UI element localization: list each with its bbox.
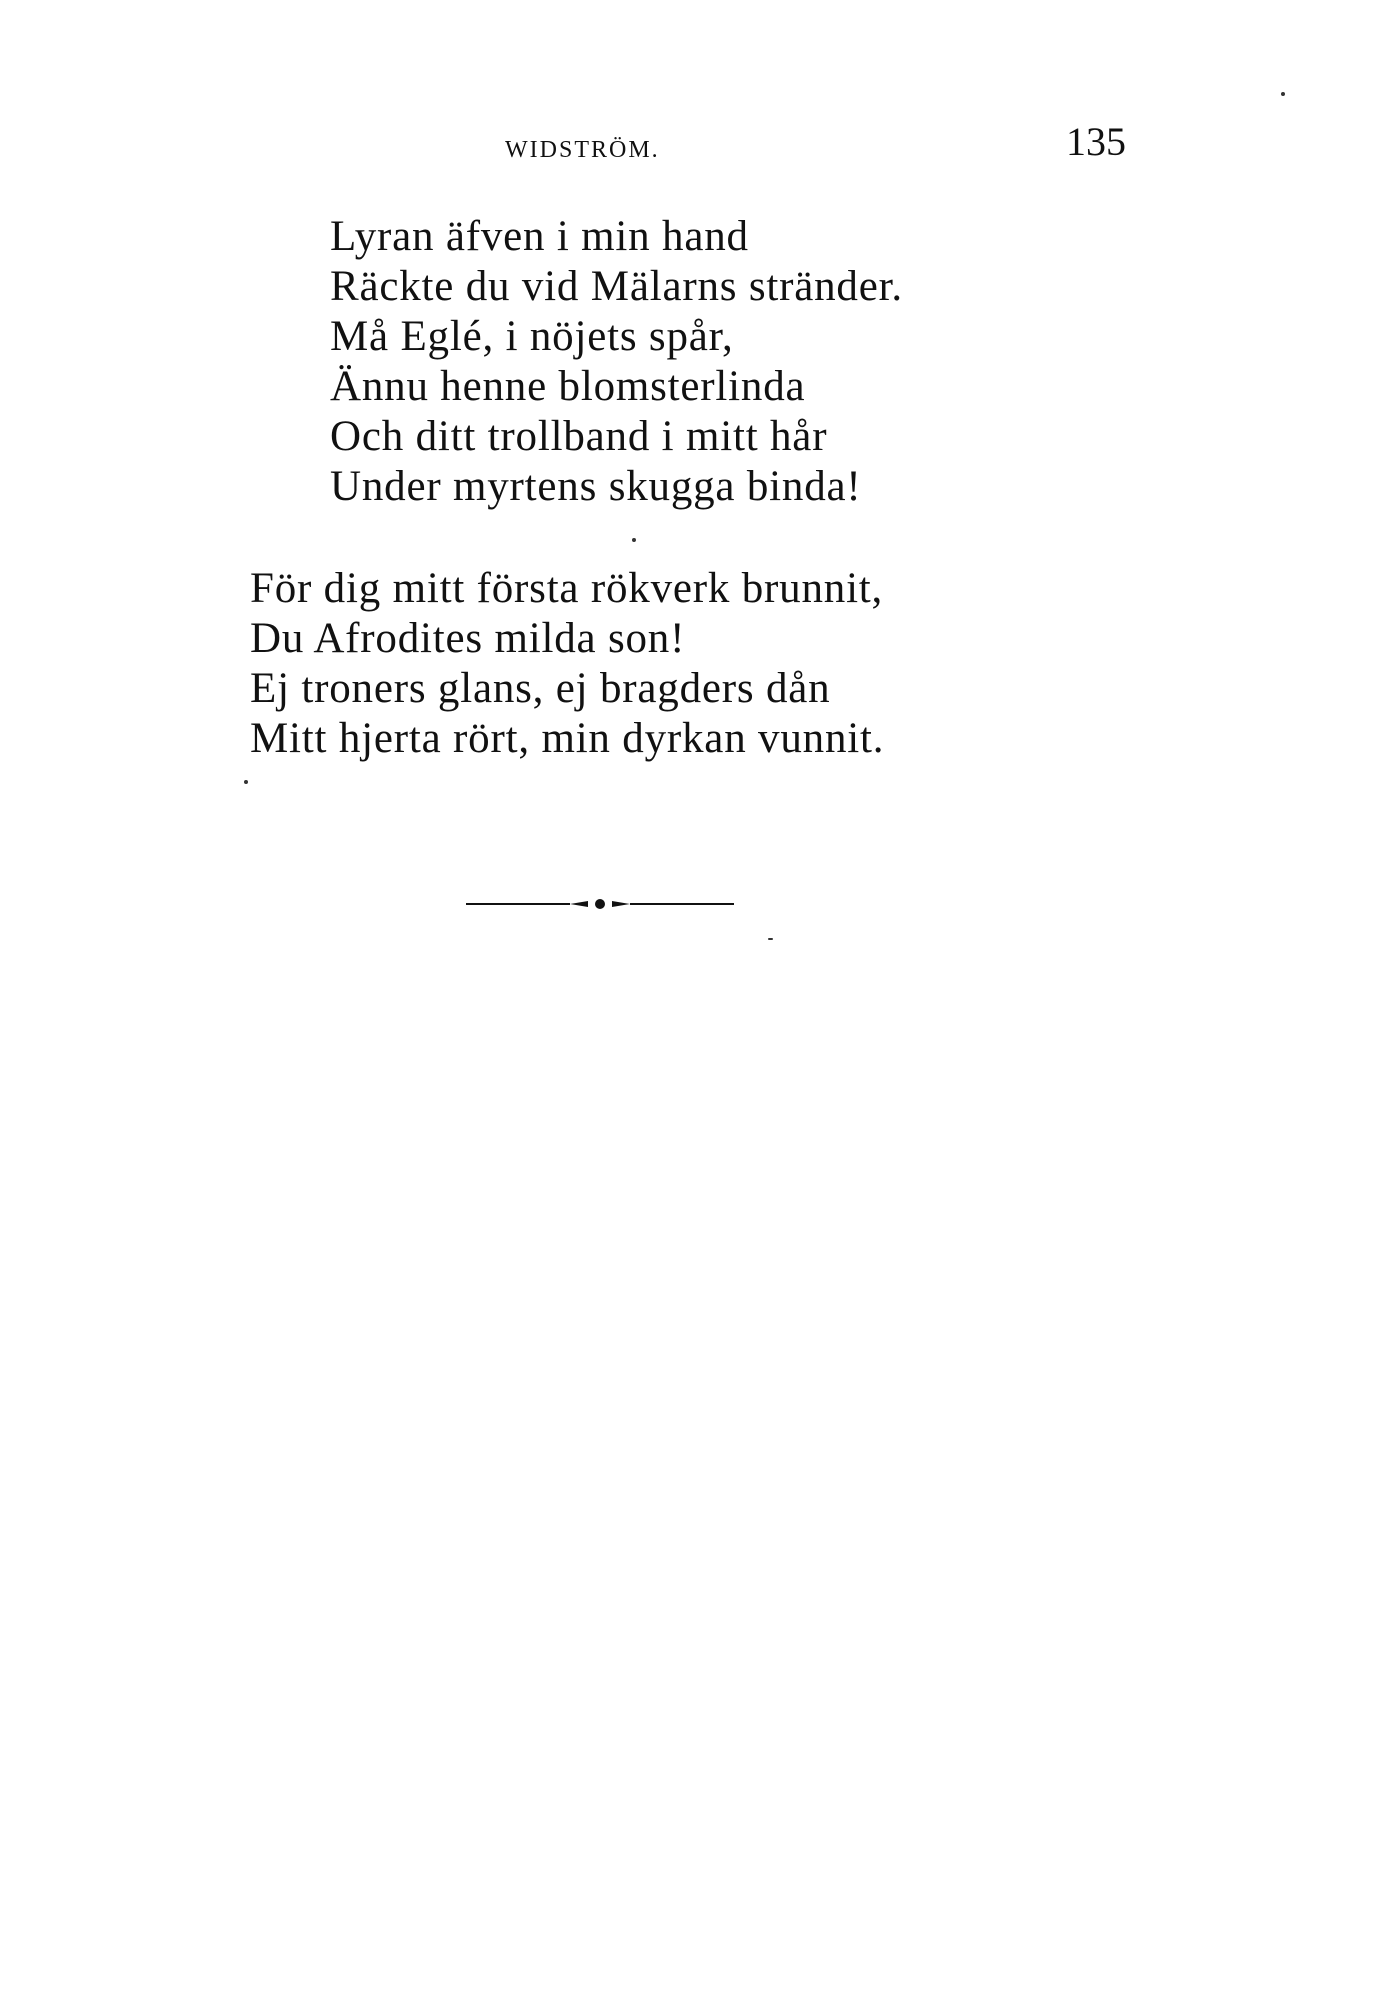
print-speck bbox=[244, 780, 248, 784]
print-speck bbox=[1281, 92, 1285, 96]
verse-line: Ännu henne blomsterlinda bbox=[330, 363, 806, 410]
running-head: WIDSTRÖM. bbox=[505, 137, 660, 163]
print-speck bbox=[632, 538, 636, 542]
verse-line: Ej troners glans, ej bragders dån bbox=[250, 665, 831, 712]
stanza-2 bbox=[250, 564, 884, 764]
verse-line: Må Eglé, i nöjets spår, bbox=[330, 313, 734, 360]
verse-line: För dig mitt första rökverk brunnit, bbox=[250, 565, 884, 612]
stanza-1 bbox=[330, 212, 903, 512]
page-number: 135 bbox=[1066, 119, 1126, 164]
verse-line: Räckte du vid Mälarns stränder. bbox=[330, 263, 903, 310]
verse-line: Du Afrodites milda son! bbox=[250, 615, 686, 662]
verse-line: Mitt hjerta rört, min dyrkan vunnit. bbox=[250, 715, 885, 762]
verse-line: Och ditt trollband i mitt hår bbox=[330, 413, 828, 460]
print-speck bbox=[768, 938, 773, 940]
rule-with-center-dot-ornament-icon bbox=[466, 896, 734, 912]
verse-line: Lyran äfven i min hand bbox=[330, 213, 749, 260]
verse-line: Under myrtens skugga binda! bbox=[330, 463, 862, 510]
